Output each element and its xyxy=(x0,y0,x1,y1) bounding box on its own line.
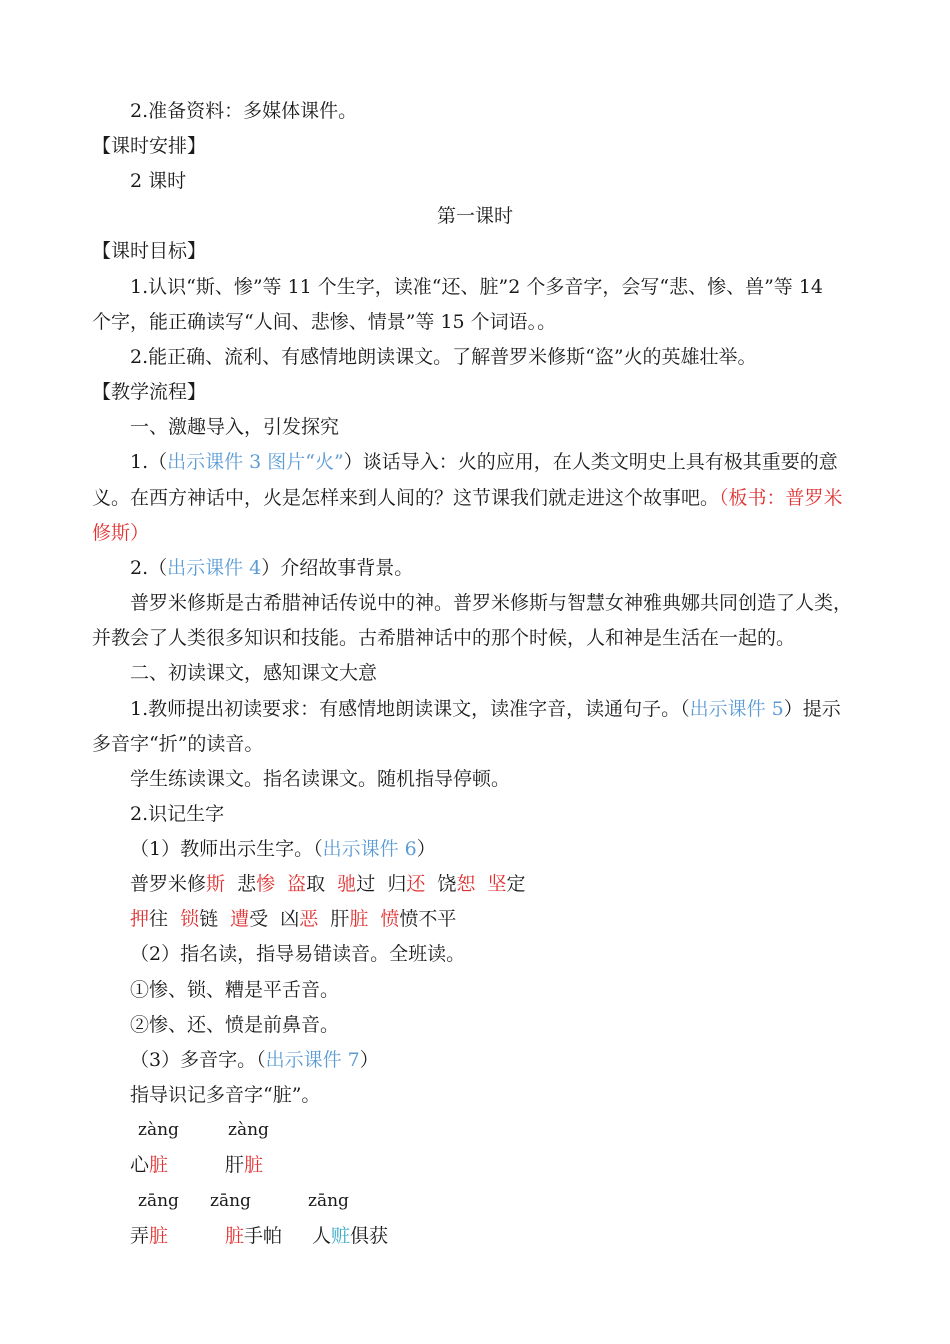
pinyin-zang-3: zāng xyxy=(138,1191,179,1211)
word-plain: 往 xyxy=(149,908,169,930)
heading-goals: 【课时目标】 xyxy=(92,240,207,262)
word xyxy=(337,873,375,895)
new-chars-heading: 2.识记生字 xyxy=(130,803,225,825)
pinyin-zang-4: zāng xyxy=(210,1191,251,1211)
word-new-char: 愤 xyxy=(380,908,400,930)
flat-tongue-note: ①惨、锁、糟是平舌音。 xyxy=(130,979,340,1001)
word-new-char: 押 xyxy=(130,908,150,930)
front-nasal-note: ②惨、还、愤是前鼻音。 xyxy=(130,1014,340,1036)
board-note-cont: 修斯） xyxy=(92,522,150,544)
text-run: （3）多音字。（ xyxy=(130,1049,266,1071)
word xyxy=(180,908,218,930)
pinyin-zang-5: zāng xyxy=(308,1191,349,1211)
read-guide: （2）指名读，指导易错读音。全班读。 xyxy=(130,943,466,965)
text-run: ）介绍故事背景。 xyxy=(261,557,414,579)
word-new-char: 惨 xyxy=(256,873,276,895)
goal-1-line-1: 1.认识“斯、惨”等 11 个生字，读准“还、脏”2 个多音字，会写“悲、惨、兽”等 14 xyxy=(130,276,824,298)
word xyxy=(230,908,268,930)
word xyxy=(237,873,275,895)
text-run: ） xyxy=(416,838,436,860)
word-new-char: 遭 xyxy=(230,908,250,930)
word-plain: 肝 xyxy=(330,908,350,930)
word-plain: 心 xyxy=(130,1154,150,1176)
word-plain: 弄 xyxy=(130,1225,150,1247)
word-row-2 xyxy=(130,907,456,931)
board-note: （板书：普罗米 xyxy=(719,487,843,509)
word xyxy=(280,908,318,930)
word xyxy=(380,908,456,930)
word-plain: 受 xyxy=(249,908,269,930)
word-ganzang xyxy=(225,1153,263,1177)
word xyxy=(437,873,475,895)
heading-schedule: 【课时安排】 xyxy=(92,135,207,157)
step-2 xyxy=(130,556,413,580)
background-line-2: 并教会了人类很多知识和技能。古希腊神话中的那个时候，人和神是生活在一起的。 xyxy=(92,627,796,649)
schedule-text: 2 课时 xyxy=(130,170,187,192)
text-run: （1）教师出示生字。（ xyxy=(130,838,323,860)
word-plain: 普罗米修 xyxy=(130,873,207,895)
goal-1-line-2: 个字，能正确读写“人间、悲惨、情景”等 15 个词语。。 xyxy=(92,311,557,333)
word xyxy=(287,873,325,895)
word xyxy=(130,873,225,895)
word-new-char: 坚 xyxy=(487,873,507,895)
word-nongzang xyxy=(130,1224,168,1248)
word-new-char: 驰 xyxy=(337,873,357,895)
text-run: 义。在西方神话中，火是怎样来到人间的？这节课我们就走进这个故事吧。 xyxy=(92,487,720,509)
courseware-ref: 出示课件 3 图片“火” xyxy=(167,451,344,473)
word-plain: 俱获 xyxy=(350,1225,389,1247)
pinyin-zang-2: zàng xyxy=(228,1120,269,1140)
word-plain: 悲 xyxy=(237,873,257,895)
word xyxy=(487,873,525,895)
word xyxy=(387,873,425,895)
word-highlight-char: 赃 xyxy=(331,1225,351,1247)
courseware-ref: 出示课件 7 xyxy=(265,1049,360,1071)
polyphone-guide: 指导识记多音字“脏”。 xyxy=(130,1084,321,1106)
step-1-line-1 xyxy=(130,450,838,474)
word-renzangjuhuo xyxy=(312,1224,388,1248)
word-new-char: 斯 xyxy=(206,873,226,895)
word-row-1 xyxy=(130,872,526,896)
word-plain: 链 xyxy=(199,908,219,930)
word-new-char: 脏 xyxy=(149,1225,169,1247)
background-line-1: 普罗米修斯是古希腊神话传说中的神。普罗米修斯与智慧女神雅典娜共同创造了人类， xyxy=(130,592,853,614)
step-1-line-2 xyxy=(92,486,843,510)
section-2-heading: 二、初读课文，感知课文大意 xyxy=(130,662,378,684)
polyphone-heading xyxy=(130,1048,379,1072)
word-new-char: 还 xyxy=(406,873,426,895)
word-new-char: 恶 xyxy=(299,908,319,930)
text-run: ）谈话导入：火的应用，在人类文明史上具有极其重要的意 xyxy=(343,451,838,473)
word-plain: 愤不平 xyxy=(399,908,457,930)
word-xinzang xyxy=(130,1153,168,1177)
text-run: ） xyxy=(359,1049,379,1071)
word-new-char: 脏 xyxy=(225,1225,245,1247)
courseware-ref: 出示课件 4 xyxy=(167,557,262,579)
lesson-title: 第一课时 xyxy=(436,205,513,227)
courseware-ref: 出示课件 6 xyxy=(322,838,417,860)
reading-req-line-1 xyxy=(130,697,841,721)
text-run: ）提示 xyxy=(783,698,841,720)
word-plain: 定 xyxy=(506,873,526,895)
word-plain: 手帕 xyxy=(244,1225,283,1247)
reading-req-line-2: 多音字“折”的读音。 xyxy=(92,733,264,755)
goal-2: 2.能正确、流利、有感情地朗读课文。了解普罗米修斯“盗”火的英雄壮举。 xyxy=(130,346,757,368)
show-chars xyxy=(130,837,436,861)
word-plain: 归 xyxy=(387,873,407,895)
heading-process: 【教学流程】 xyxy=(92,381,207,403)
prep-materials: 2.准备资料：多媒体课件。 xyxy=(130,100,358,122)
text-run: 1.教师提出初读要求：有感情地朗读课文，读准字音，读通句子。（ xyxy=(130,698,690,720)
practice-text: 学生练读课文。指名读课文。随机指导停顿。 xyxy=(130,768,511,790)
word-plain: 饶 xyxy=(437,873,457,895)
word-zangshoupa xyxy=(225,1224,282,1248)
word-plain: 人 xyxy=(312,1225,332,1247)
text-run: 2.（ xyxy=(130,557,168,579)
word-plain: 凶 xyxy=(280,908,300,930)
word-new-char: 盗 xyxy=(287,873,307,895)
word-new-char: 锁 xyxy=(180,908,200,930)
word-plain: 肝 xyxy=(225,1154,245,1176)
word xyxy=(130,908,168,930)
word-new-char: 脏 xyxy=(244,1154,264,1176)
word-new-char: 脏 xyxy=(349,908,369,930)
word-new-char: 脏 xyxy=(149,1154,169,1176)
word-plain: 过 xyxy=(356,873,376,895)
text-run: 1.（ xyxy=(130,451,168,473)
section-1-heading: 一、激趣导入，引发探究 xyxy=(130,416,340,438)
courseware-ref: 出示课件 5 xyxy=(689,698,784,720)
pinyin-zang-1: zàng xyxy=(138,1120,179,1140)
word-new-char: 恕 xyxy=(456,873,476,895)
word-plain: 取 xyxy=(306,873,326,895)
word xyxy=(330,908,368,930)
